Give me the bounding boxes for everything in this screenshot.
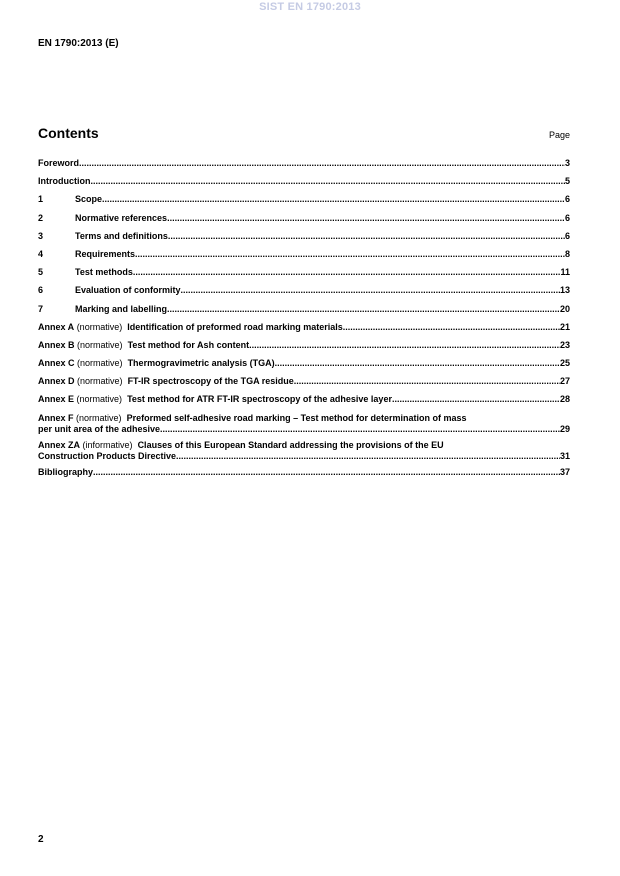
dot-leader <box>133 267 561 277</box>
annex-title: FT-IR spectroscopy of the TGA residue <box>127 376 294 387</box>
page-number: 2 <box>38 834 44 845</box>
toc-entry-page: 6 <box>564 194 570 205</box>
toc-entry-page: 27 <box>559 376 570 387</box>
toc-entry-annex-d[interactable] <box>38 376 570 394</box>
toc-entry-annex-e[interactable] <box>38 394 570 412</box>
toc-entry-normative-references[interactable] <box>38 213 570 231</box>
toc-entry-title: Terms and definitions <box>75 230 168 241</box>
toc-entry-title: Test methods <box>75 267 133 278</box>
annex-title-line2: per unit area of the adhesive <box>38 423 161 434</box>
annex-title-line2: Construction Products Directive <box>38 450 177 461</box>
toc-entry-terms-and-definitions[interactable] <box>38 231 570 249</box>
toc-entry-page: 23 <box>559 339 570 350</box>
toc-entry-annex-f[interactable] <box>38 413 570 435</box>
dot-leader <box>93 467 560 477</box>
annex-type: (normative) <box>76 394 123 405</box>
annex-label: Annex A <box>38 321 75 332</box>
annex-type: (normative) <box>76 412 122 423</box>
toc-entry-page: 6 <box>564 212 570 223</box>
toc-entry-page: 6 <box>564 230 570 241</box>
annex-title: Test method for ATR FT-IR spectroscopy of the adhesive layer <box>127 394 392 405</box>
dot-leader <box>91 176 565 186</box>
toc-entry-page: 13 <box>559 285 570 296</box>
toc-entry-title: Requirements <box>75 248 136 259</box>
toc-entry-title: Foreword <box>38 158 80 168</box>
toc-entry-annex-c[interactable] <box>38 358 570 376</box>
toc-entry-title: Evaluation of conformity <box>75 285 181 296</box>
annex-type: (normative) <box>77 376 123 387</box>
contents-heading: Contents <box>38 125 99 141</box>
dot-leader <box>275 358 560 368</box>
page-column-label: Page <box>548 130 570 140</box>
dot-leader <box>167 213 565 223</box>
toc-entry-number: 3 <box>38 230 44 241</box>
toc-entry-page: 11 <box>560 267 570 278</box>
dot-leader <box>160 424 560 435</box>
toc-entry-annex-a[interactable] <box>38 322 570 340</box>
toc-entry-page: 8 <box>564 248 570 259</box>
toc-entry-annex-za[interactable] <box>38 440 570 462</box>
annex-continuation-line <box>38 451 570 462</box>
toc-entry-number: 2 <box>38 212 44 223</box>
dot-leader <box>135 249 565 259</box>
toc-entry-title: Scope <box>75 194 103 205</box>
annex-heading-line <box>38 440 570 451</box>
annex-label: Annex C <box>38 358 75 369</box>
toc-entry-page: 25 <box>559 358 570 369</box>
annex-type: (normative) <box>77 339 123 350</box>
toc-entry-number: 7 <box>38 303 44 314</box>
toc-entry-scope[interactable] <box>38 194 570 212</box>
annex-label: Annex D <box>38 376 75 387</box>
annex-heading-line <box>38 413 570 424</box>
toc-entry-title: Normative references <box>75 212 168 223</box>
toc-entry-requirements[interactable] <box>38 249 570 267</box>
toc-entry-page: 37 <box>559 466 570 477</box>
toc-entry-annex-b[interactable] <box>38 340 570 358</box>
annex-title-line1: Clauses of this European Standard addressing the provisions of the EU <box>137 439 444 450</box>
annex-title-line1: Preformed self-adhesive road marking – Test method for determination of mass <box>126 412 467 423</box>
watermark: SIST EN 1790:2013 <box>259 1 361 13</box>
toc-entry-foreword[interactable] <box>38 158 570 176</box>
annex-type: (normative) <box>76 321 123 332</box>
dot-leader <box>168 231 565 241</box>
toc-entry-page: 5 <box>564 176 570 187</box>
toc-entry-number: 5 <box>38 267 44 278</box>
annex-label: Annex ZA <box>38 439 81 450</box>
toc-entry-test-methods[interactable] <box>38 267 570 285</box>
toc-entry-title: Marking and labelling <box>75 303 168 314</box>
annex-type: (informative) <box>82 439 133 450</box>
annex-title: Test method for Ash content <box>127 339 250 350</box>
toc-entry-bibliography[interactable] <box>38 467 570 485</box>
dot-leader <box>343 322 560 332</box>
table-of-contents <box>38 158 570 485</box>
toc-entry-number: 1 <box>38 194 44 205</box>
annex-type: (normative) <box>77 358 123 369</box>
toc-entry-title: Bibliography <box>38 466 94 477</box>
toc-entry-page: 31 <box>559 450 570 461</box>
toc-entry-page: 3 <box>564 158 570 168</box>
toc-entry-page: 28 <box>559 394 570 405</box>
dot-leader <box>176 451 560 462</box>
dot-leader <box>392 394 560 404</box>
toc-entry-introduction[interactable] <box>38 176 570 194</box>
dot-leader <box>294 376 560 386</box>
document-id: EN 1790:2013 (E) <box>38 38 119 49</box>
dot-leader <box>79 158 565 168</box>
dot-leader <box>167 304 560 314</box>
annex-title: Thermogravimetric analysis (TGA) <box>127 358 275 369</box>
annex-continuation-line <box>38 424 570 435</box>
toc-entry-number: 6 <box>38 285 44 296</box>
toc-entry-page: 20 <box>559 303 570 314</box>
toc-entry-page: 21 <box>559 321 570 332</box>
annex-label: Annex B <box>38 339 75 350</box>
dot-leader <box>181 285 560 295</box>
toc-entry-page: 29 <box>559 423 570 434</box>
toc-entry-evaluation-of-conformity[interactable] <box>38 285 570 303</box>
annex-label: Annex E <box>38 394 75 405</box>
dot-leader <box>102 194 565 204</box>
toc-entry-marking-and-labelling[interactable] <box>38 304 570 322</box>
dot-leader <box>249 340 560 350</box>
annex-title: Identification of preformed road marking materials <box>127 321 343 332</box>
toc-entry-title: Introduction <box>38 176 91 187</box>
toc-entry-number: 4 <box>38 248 44 259</box>
annex-label: Annex F <box>38 412 74 423</box>
